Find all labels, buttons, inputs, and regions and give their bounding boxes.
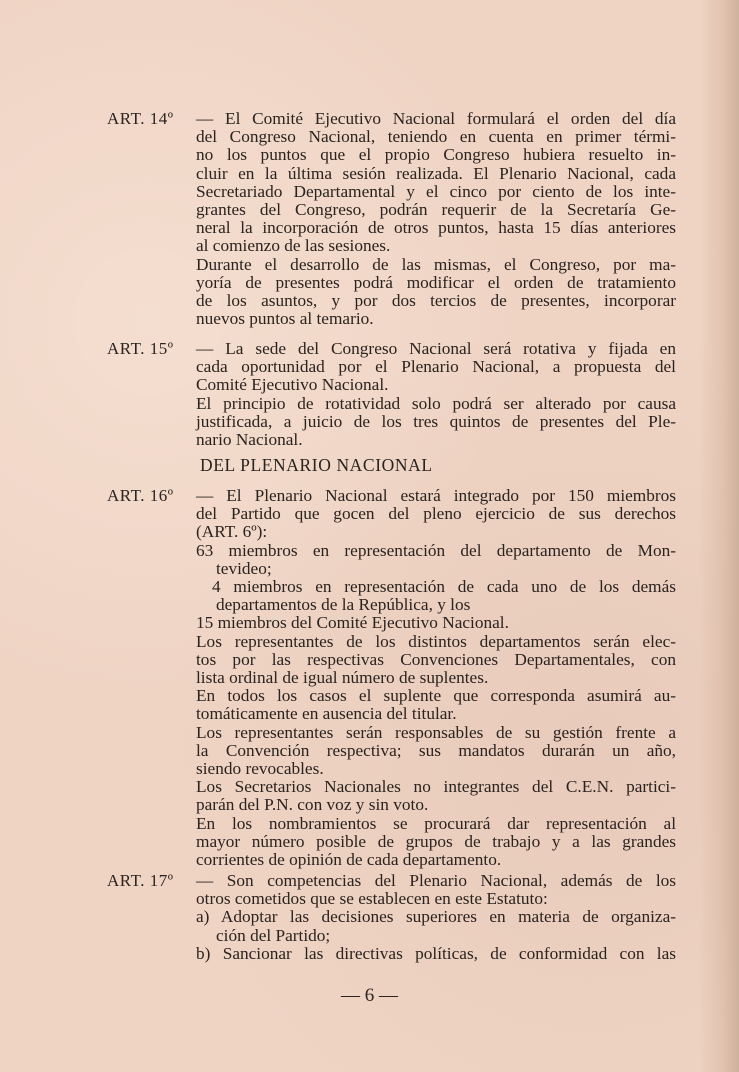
text-line: siendo revocables. bbox=[196, 759, 324, 779]
article-14-label: ART. 14º bbox=[107, 109, 174, 128]
text-line: 63 miembros en representación del departamento de Mon- bbox=[196, 540, 676, 560]
article-14-text bbox=[196, 110, 676, 328]
page-edge-shading bbox=[699, 0, 739, 1072]
text-line: grantes del Congreso, podrán requerir de la Secretaría Ge- bbox=[196, 200, 676, 220]
text-line: — El Comité Ejecutivo Nacional formulará el orden del día bbox=[196, 109, 676, 128]
text-line: departamentos de la República, y los bbox=[216, 595, 471, 615]
text-line: 15 miembros del Comité Ejecutivo Nacional. bbox=[196, 613, 509, 633]
text-line: El principio de rotatividad solo podrá ser alterado por causa bbox=[196, 393, 676, 413]
text-line: nario Nacional. bbox=[196, 430, 303, 450]
text-line: del Congreso Nacional, teniendo en cuenta en primer térmi- bbox=[196, 127, 676, 147]
text-line: parán del P.N. con voz y sin voto. bbox=[196, 795, 429, 815]
text-line: ción del Partido; bbox=[216, 925, 331, 945]
text-line: cluir en la última sesión realizada. El Plenario Nacional, cada bbox=[196, 163, 676, 183]
text-line: En los nombramientos se procurará dar representación al bbox=[196, 813, 676, 833]
text-line: (ART. 6º): bbox=[196, 522, 268, 542]
text-line: Los Secretarios Nacionales no integrantes del C.E.N. partici- bbox=[196, 777, 676, 797]
text-line: — El Plenario Nacional estará integrado por 150 miembros bbox=[196, 486, 676, 505]
article-15-text bbox=[196, 340, 676, 449]
text-line: no los puntos que el propio Congreso hubiera resuelto in- bbox=[196, 145, 676, 165]
article-17-text bbox=[196, 872, 676, 963]
text-line: lista ordinal de igual número de suplentes. bbox=[196, 668, 489, 688]
section-heading: DEL PLENARIO NACIONAL bbox=[200, 455, 433, 475]
text-line: Durante el desarrollo de las mismas, el Congreso, por ma- bbox=[196, 254, 676, 274]
text-line: Comité Ejecutivo Nacional. bbox=[196, 375, 389, 395]
text-line: Los representantes de los distintos departamentos serán elec- bbox=[196, 631, 676, 651]
text-line: corrientes de opinión de cada departamento. bbox=[196, 850, 502, 870]
text-line: justificada, a juicio de los tres quintos de presentes del Ple- bbox=[196, 411, 676, 431]
text-line: neral la incorporación de otros puntos, hasta 15 días anteriores bbox=[196, 218, 676, 238]
text-line: tos por las respectivas Convenciones Departamentales, con bbox=[196, 649, 676, 669]
text-line: nuevos puntos al temario. bbox=[196, 309, 374, 329]
text-line: En todos los casos el suplente que corresponda asumirá au- bbox=[196, 686, 676, 706]
article-16-label: ART. 16º bbox=[107, 486, 174, 505]
text-line: mayor número posible de grupos de trabajo y a las grandes bbox=[196, 831, 676, 851]
article-16-text bbox=[196, 487, 676, 869]
article-15-label: ART. 15º bbox=[107, 339, 174, 358]
article-17-label: ART. 17º bbox=[107, 871, 174, 890]
text-line: — La sede del Congreso Nacional será rotativa y fijada en bbox=[196, 339, 676, 358]
page-number: — 6 — bbox=[341, 985, 398, 1006]
text-line: de los asuntos, y por dos tercios de presentes, incorporar bbox=[196, 291, 676, 311]
text-line: otros cometidos que se establecen en este Estatuto: bbox=[196, 889, 548, 909]
text-line: Los representantes serán responsables de su gestión frente a bbox=[196, 722, 676, 742]
text-line: yoría de presentes podrá modificar el orden de tratamiento bbox=[196, 272, 676, 292]
text-line: a) Adoptar las decisiones superiores en materia de organiza- bbox=[196, 907, 676, 927]
text-line: cada oportunidad por el Plenario Nacional, a propuesta del bbox=[196, 357, 676, 377]
text-line: b) Sancionar las directivas políticas, de conformidad con las bbox=[196, 943, 676, 963]
text-line: la Convención respectiva; sus mandatos durarán un año, bbox=[196, 740, 676, 760]
text-line: del Partido que gocen del pleno ejercicio de sus derechos bbox=[196, 504, 676, 524]
text-line: al comienzo de las sesiones. bbox=[196, 236, 391, 256]
text-line: Secretariado Departamental y el cinco por ciento de los inte- bbox=[196, 181, 676, 201]
text-line: tevideo; bbox=[216, 558, 272, 578]
text-line: 4 miembros en representación de cada uno de los demás bbox=[212, 577, 676, 597]
text-line: — Son competencias del Plenario Nacional, además de los bbox=[196, 871, 676, 890]
text-line: tomáticamente en ausencia del titular. bbox=[196, 704, 457, 724]
